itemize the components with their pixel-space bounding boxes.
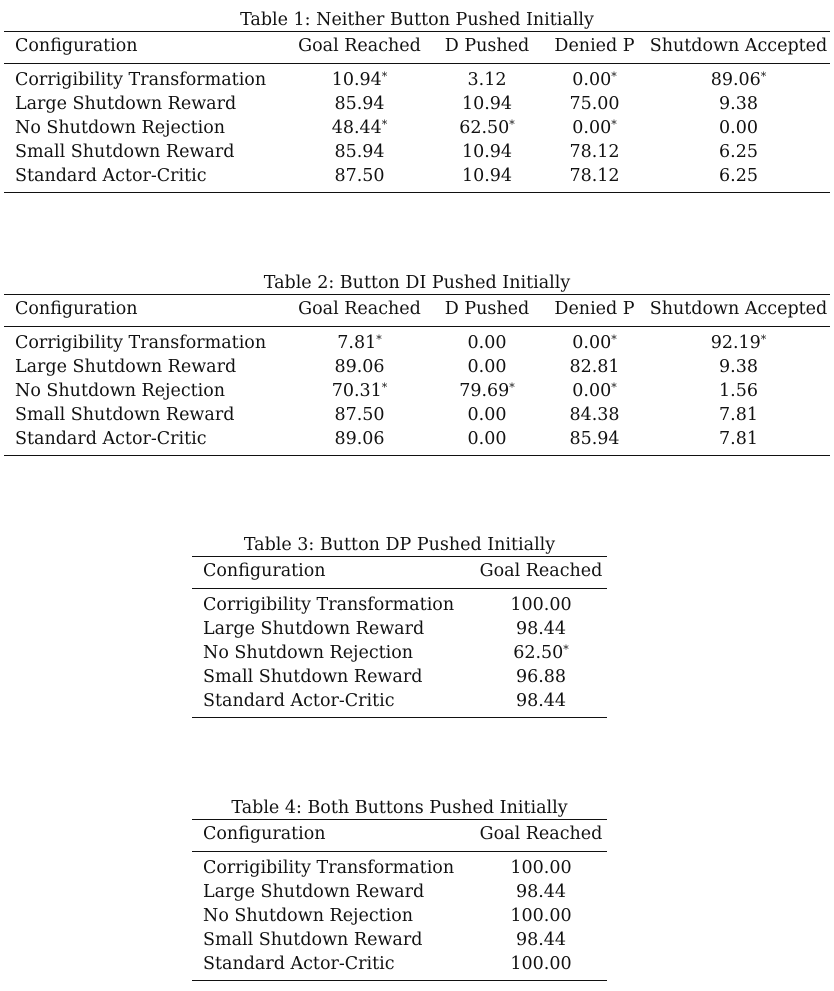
column-header: Goal Reached bbox=[298, 299, 421, 319]
table-cell: 100.00 bbox=[510, 858, 572, 878]
table-cell: 3.12 bbox=[467, 70, 507, 90]
row-label: Large Shutdown Reward bbox=[203, 882, 425, 902]
table-cell: 89.06 bbox=[334, 429, 385, 449]
table-row bbox=[192, 641, 607, 665]
table-bottom-rule bbox=[4, 455, 830, 456]
row-label: No Shutdown Rejection bbox=[15, 118, 226, 138]
table-cell bbox=[542, 116, 647, 140]
table-row bbox=[4, 355, 830, 379]
table-row bbox=[192, 928, 607, 952]
table-caption: Table 3: Button DP Pushed Initially bbox=[243, 535, 556, 555]
table-1 bbox=[4, 9, 830, 193]
row-label: Large Shutdown Reward bbox=[15, 357, 237, 377]
table-cell: 100.00 bbox=[510, 906, 572, 926]
table-cell: 85.94 bbox=[334, 142, 385, 162]
row-label: Large Shutdown Reward bbox=[15, 94, 237, 114]
table-mid-rule bbox=[192, 588, 607, 589]
cell-value: 0.00 bbox=[572, 333, 612, 353]
table-cell bbox=[432, 116, 542, 140]
table-cell: 85.94 bbox=[569, 429, 620, 449]
significance-marker: * bbox=[376, 333, 382, 346]
row-label: Standard Actor-Critic bbox=[15, 166, 207, 186]
table-cell: 0.00 bbox=[467, 333, 507, 353]
table-cell: 100.00 bbox=[510, 954, 572, 974]
row-label: Small Shutdown Reward bbox=[203, 667, 423, 687]
row-label: No Shutdown Rejection bbox=[15, 381, 226, 401]
table-row bbox=[192, 689, 607, 713]
table-cell: 84.38 bbox=[569, 405, 620, 425]
cell-value: 10.94 bbox=[331, 70, 382, 90]
table-row bbox=[4, 379, 830, 403]
table-row bbox=[4, 331, 830, 355]
table-cell: 7.81 bbox=[719, 429, 758, 449]
table-cell: 9.38 bbox=[719, 94, 758, 114]
table-row bbox=[192, 952, 607, 976]
table-cell: 10.94 bbox=[461, 94, 513, 114]
table-cell: 78.12 bbox=[569, 142, 620, 162]
column-header: D Pushed bbox=[444, 299, 530, 319]
cell-value: 79.69 bbox=[459, 381, 510, 401]
column-header: Denied P bbox=[554, 299, 635, 319]
significance-marker: * bbox=[611, 381, 617, 394]
table-cell: 98.44 bbox=[515, 882, 567, 902]
table-header-row bbox=[192, 557, 607, 588]
significance-marker: * bbox=[611, 70, 617, 83]
cell-value: 92.19 bbox=[710, 333, 761, 353]
row-label: Small Shutdown Reward bbox=[15, 142, 235, 162]
table-mid-rule bbox=[4, 326, 830, 327]
table-cell: 96.88 bbox=[515, 667, 567, 687]
table-cell: 6.25 bbox=[719, 166, 758, 186]
table-cell: 78.12 bbox=[569, 166, 620, 186]
table-row bbox=[192, 880, 607, 904]
cell-value: 70.31 bbox=[331, 381, 382, 401]
table-row bbox=[4, 116, 830, 140]
table-cell bbox=[287, 116, 432, 140]
table-cell: 100.00 bbox=[510, 595, 572, 615]
significance-marker: * bbox=[611, 118, 617, 131]
table-row bbox=[4, 140, 830, 164]
column-header: Denied P bbox=[554, 36, 635, 56]
cell-value: 48.44 bbox=[331, 118, 382, 138]
table-row bbox=[4, 68, 830, 92]
row-label: Standard Actor-Critic bbox=[203, 954, 395, 974]
table-3 bbox=[192, 534, 607, 718]
row-label: No Shutdown Rejection bbox=[203, 906, 414, 926]
column-header: Configuration bbox=[15, 299, 138, 319]
column-header: Goal Reached bbox=[298, 36, 421, 56]
table-row bbox=[192, 856, 607, 880]
table-cell bbox=[542, 331, 647, 355]
row-label: Corrigibility Transformation bbox=[203, 595, 455, 615]
table-2 bbox=[4, 272, 830, 456]
column-header: Configuration bbox=[203, 824, 326, 844]
cell-value: 0.00 bbox=[572, 118, 612, 138]
significance-marker: * bbox=[509, 381, 515, 394]
table-mid-rule bbox=[4, 63, 830, 64]
table-cell bbox=[287, 68, 432, 92]
table-cell bbox=[475, 641, 607, 665]
table-cell: 6.25 bbox=[719, 142, 758, 162]
table-cell: 7.81 bbox=[719, 405, 758, 425]
significance-marker: * bbox=[509, 118, 515, 131]
table-caption: Table 2: Button DI Pushed Initially bbox=[263, 273, 571, 293]
table-row bbox=[192, 904, 607, 928]
table-cell: 75.00 bbox=[569, 94, 620, 114]
table-cell: 85.94 bbox=[334, 94, 385, 114]
column-header: D Pushed bbox=[444, 36, 530, 56]
table-cell: 82.81 bbox=[569, 357, 620, 377]
significance-marker: * bbox=[760, 70, 767, 83]
table-cell: 89.06 bbox=[334, 357, 385, 377]
table-cell: 0.00 bbox=[467, 357, 507, 377]
table-cell bbox=[287, 331, 432, 355]
cell-value: 0.00 bbox=[572, 381, 612, 401]
table-header-row bbox=[192, 820, 607, 851]
cell-value: 62.50 bbox=[513, 643, 564, 663]
table-row bbox=[4, 403, 830, 427]
significance-marker: * bbox=[760, 333, 767, 346]
table-caption: Table 1: Neither Button Pushed Initially bbox=[240, 10, 594, 30]
significance-marker: * bbox=[381, 70, 388, 83]
column-header: Goal Reached bbox=[479, 561, 603, 581]
row-label: Corrigibility Transformation bbox=[15, 333, 267, 353]
cell-value: 0.00 bbox=[572, 70, 612, 90]
significance-marker: * bbox=[611, 333, 617, 346]
column-header: Shutdown Accepted bbox=[649, 299, 828, 319]
table-bottom-rule bbox=[192, 980, 607, 981]
table-row bbox=[4, 427, 830, 451]
column-header: Configuration bbox=[203, 561, 326, 581]
table-cell: 98.44 bbox=[515, 930, 567, 950]
table-cell bbox=[647, 331, 830, 355]
column-header: Configuration bbox=[15, 36, 138, 56]
table-bottom-rule bbox=[192, 717, 607, 718]
row-label: Corrigibility Transformation bbox=[15, 70, 267, 90]
cell-value: 89.06 bbox=[710, 70, 761, 90]
significance-marker: * bbox=[381, 118, 388, 131]
significance-marker: * bbox=[563, 643, 569, 656]
table-cell: 1.56 bbox=[719, 381, 758, 401]
table-cell bbox=[647, 68, 830, 92]
table-4 bbox=[192, 797, 607, 981]
row-label: Standard Actor-Critic bbox=[203, 691, 395, 711]
table-cell: 98.44 bbox=[515, 619, 567, 639]
row-label: Standard Actor-Critic bbox=[15, 429, 207, 449]
column-header: Goal Reached bbox=[479, 824, 603, 844]
significance-marker: * bbox=[381, 381, 388, 394]
cell-value: 62.50 bbox=[459, 118, 510, 138]
row-label: Small Shutdown Reward bbox=[15, 405, 235, 425]
row-label: Corrigibility Transformation bbox=[203, 858, 455, 878]
table-header-row bbox=[4, 32, 830, 63]
table-caption: Table 4: Both Buttons Pushed Initially bbox=[231, 798, 568, 818]
table-cell: 98.44 bbox=[515, 691, 567, 711]
cell-value: 7.81 bbox=[337, 333, 377, 353]
table-cell bbox=[542, 379, 647, 403]
table-row bbox=[4, 164, 830, 188]
table-row bbox=[192, 593, 607, 617]
table-bottom-rule bbox=[4, 192, 830, 193]
table-header-row bbox=[4, 295, 830, 326]
table-row bbox=[192, 617, 607, 641]
table-cell: 0.00 bbox=[467, 429, 507, 449]
table-row bbox=[192, 665, 607, 689]
row-label: Small Shutdown Reward bbox=[203, 930, 423, 950]
table-cell: 10.94 bbox=[461, 142, 513, 162]
table-mid-rule bbox=[192, 851, 607, 852]
table-cell: 9.38 bbox=[719, 357, 758, 377]
row-label: Large Shutdown Reward bbox=[203, 619, 425, 639]
table-cell bbox=[287, 379, 432, 403]
table-cell bbox=[542, 68, 647, 92]
table-cell: 87.50 bbox=[334, 405, 385, 425]
row-label: No Shutdown Rejection bbox=[203, 643, 414, 663]
table-cell: 0.00 bbox=[719, 118, 758, 138]
table-cell: 0.00 bbox=[467, 405, 507, 425]
column-header: Shutdown Accepted bbox=[649, 36, 828, 56]
table-cell: 10.94 bbox=[461, 166, 513, 186]
table-cell bbox=[432, 379, 542, 403]
table-cell: 87.50 bbox=[334, 166, 385, 186]
table-row bbox=[4, 92, 830, 116]
